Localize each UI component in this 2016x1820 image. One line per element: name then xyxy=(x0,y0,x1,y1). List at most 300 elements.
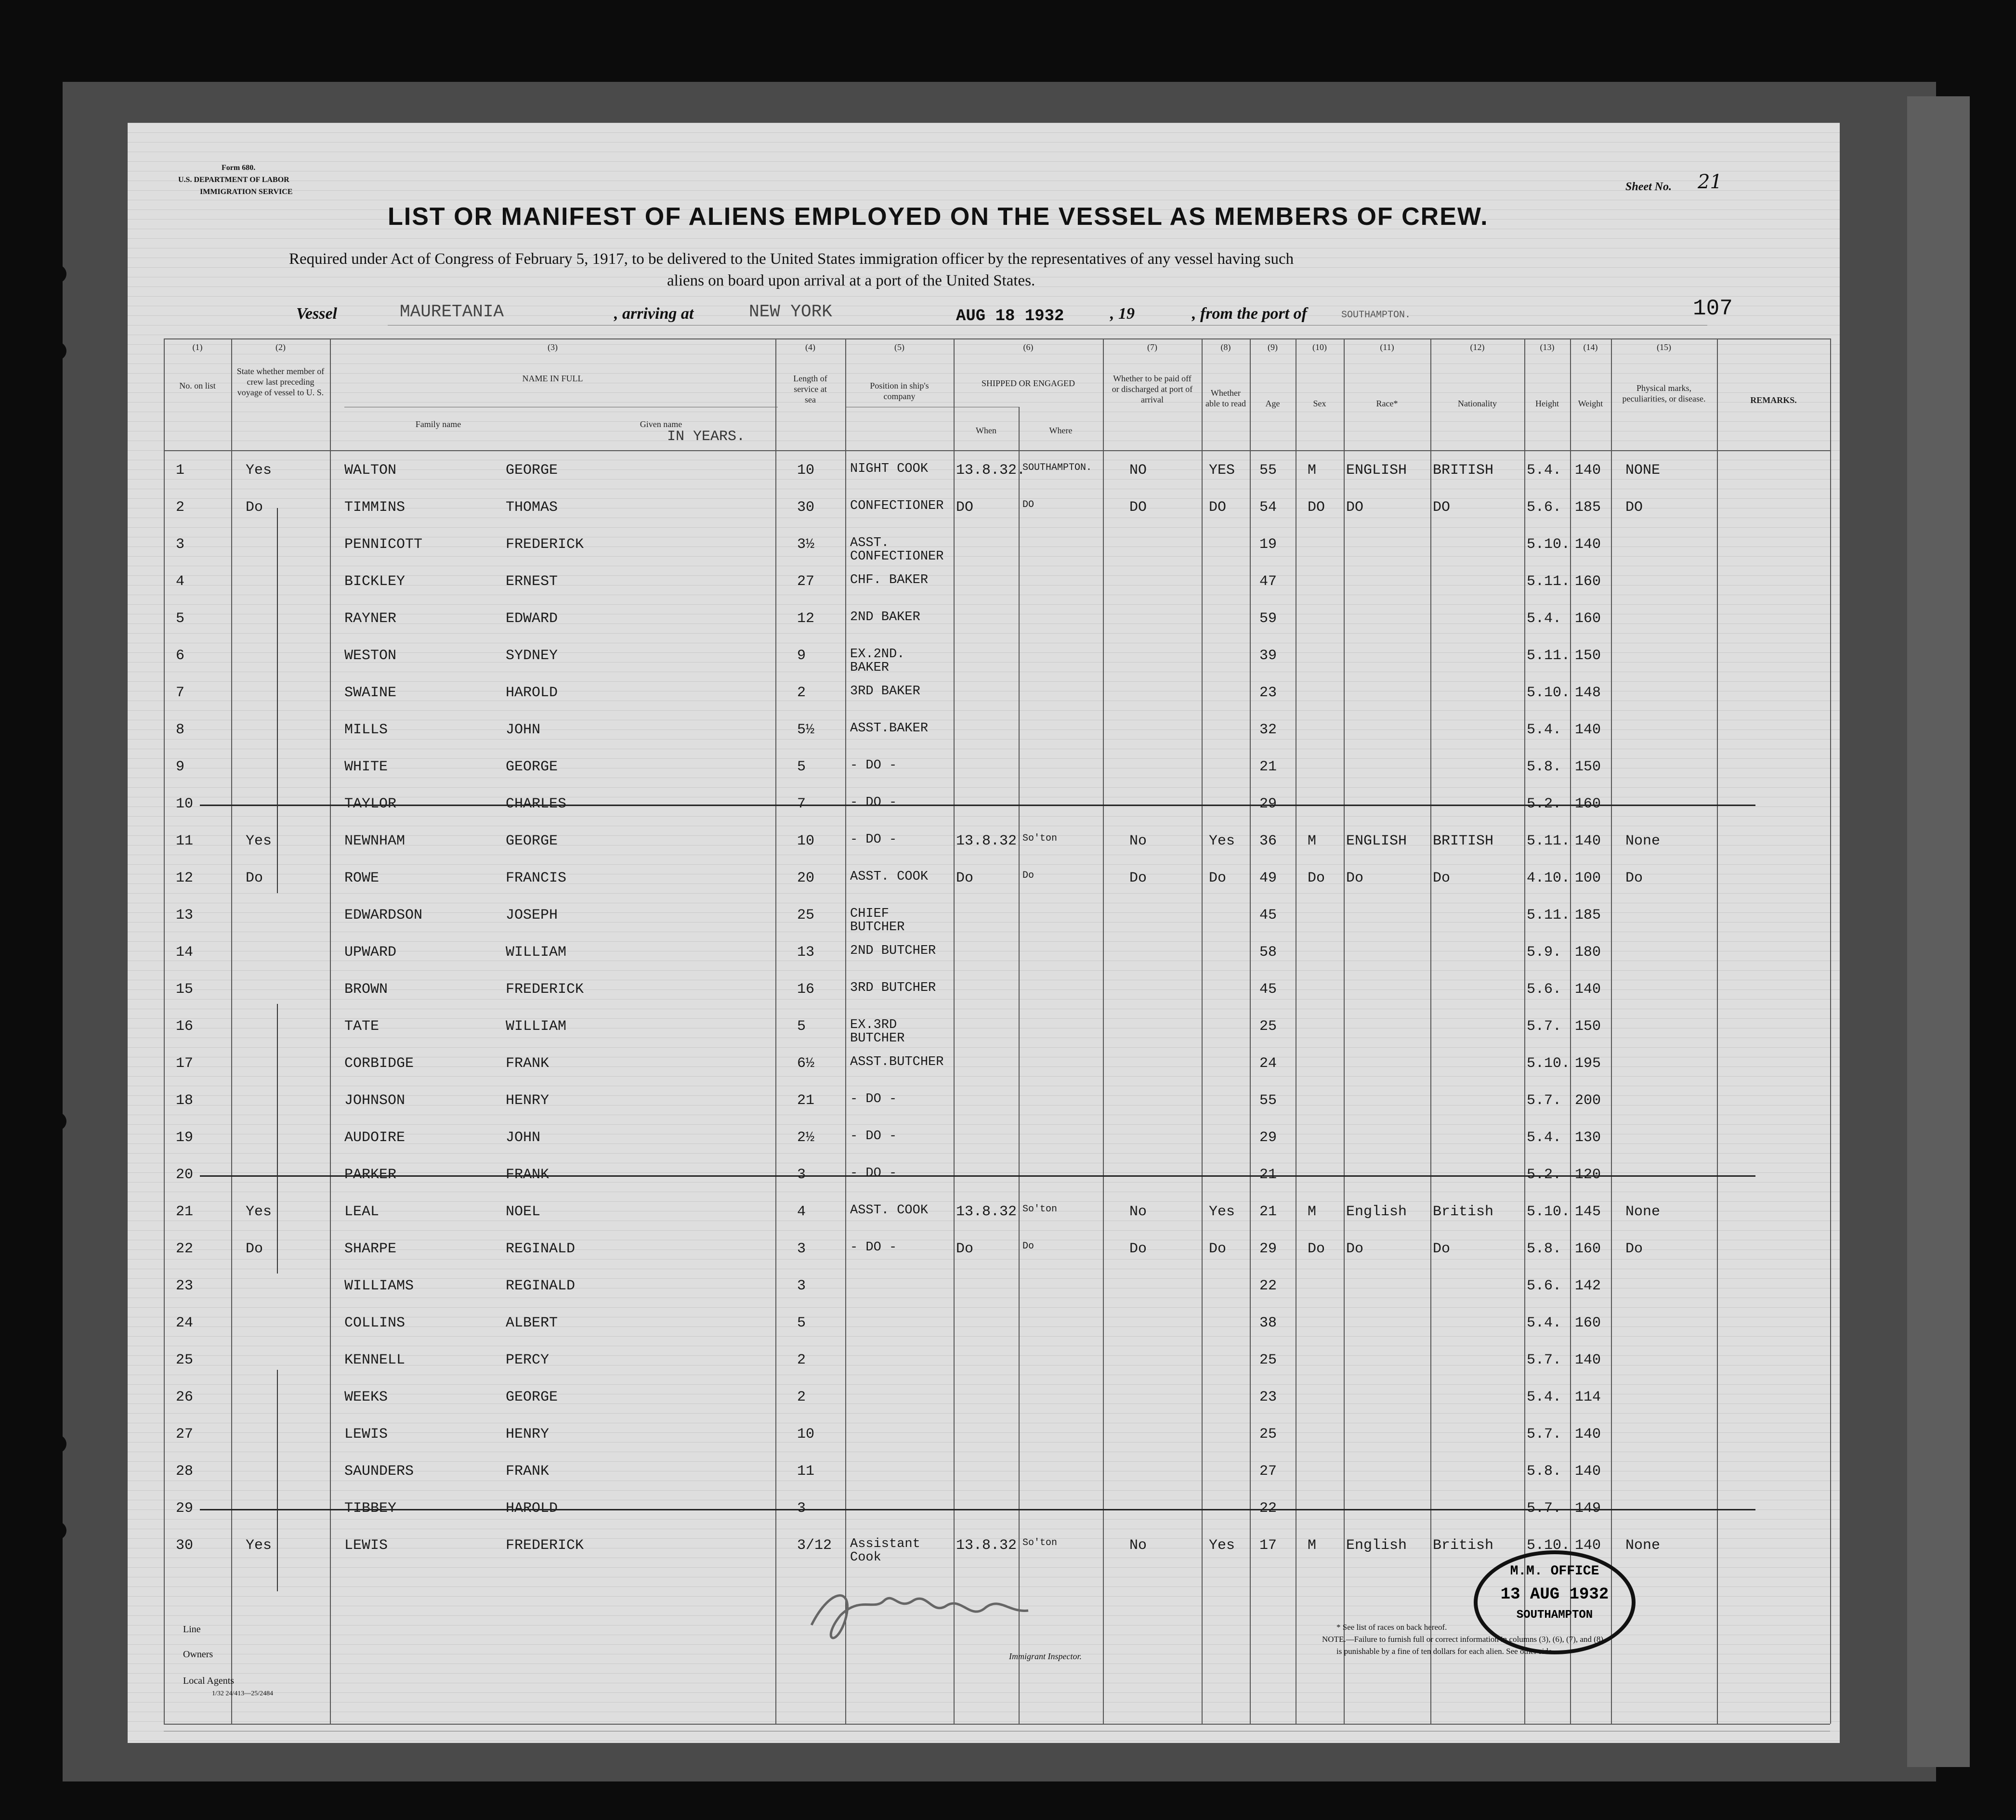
shipped-when: 13.8.32 xyxy=(956,1204,1017,1220)
given-name: THOMAS xyxy=(506,499,558,516)
weight: 200 xyxy=(1575,1092,1601,1109)
sheet-label: Sheet No. xyxy=(1625,181,1672,193)
weight: 114 xyxy=(1575,1389,1601,1405)
age: 22 xyxy=(1259,1500,1277,1517)
weight: 120 xyxy=(1575,1167,1601,1183)
col-13-number: (13) xyxy=(1540,342,1555,352)
position: ASST.BUTCHER xyxy=(850,1055,944,1069)
col-6-number: (6) xyxy=(1023,342,1034,352)
race: ENGLISH xyxy=(1346,462,1407,479)
age: 17 xyxy=(1259,1537,1277,1554)
row-number: 11 xyxy=(176,833,194,849)
family-name: TATE xyxy=(344,1018,380,1035)
weight: 142 xyxy=(1575,1278,1601,1294)
age: 59 xyxy=(1259,611,1277,627)
service-years: 4 xyxy=(797,1204,806,1220)
service-years: 2½ xyxy=(797,1130,815,1146)
race: ENGLISH xyxy=(1346,833,1407,849)
given-name: FRANCIS xyxy=(506,870,567,886)
family-name: LEAL xyxy=(344,1204,380,1220)
given-name: FREDERICK xyxy=(506,981,584,998)
shipped-where: SOUTHAMPTON. xyxy=(1022,462,1092,473)
given-name: FRANK xyxy=(506,1055,550,1072)
weight: 130 xyxy=(1575,1130,1601,1146)
row-number: 21 xyxy=(176,1204,194,1220)
row-number: 27 xyxy=(176,1426,194,1443)
paid-off: No xyxy=(1129,833,1147,849)
col-rule xyxy=(231,338,232,1724)
position: CHIEF BUTCHER xyxy=(850,907,905,935)
binder-hole xyxy=(48,1435,66,1453)
row-number: 16 xyxy=(176,1018,194,1035)
position: ASST. COOK xyxy=(850,870,929,884)
age: 55 xyxy=(1259,462,1277,479)
service-years: 5½ xyxy=(797,722,815,738)
sex: M xyxy=(1308,1537,1317,1554)
row-number: 24 xyxy=(176,1315,194,1331)
from-port-label: , from the port of xyxy=(1192,305,1307,323)
paid-off: Do xyxy=(1129,870,1147,886)
col-remarks: REMARKS. xyxy=(1750,395,1797,405)
family-name: TAYLOR xyxy=(344,796,397,812)
able-to-read: Do xyxy=(1209,1241,1227,1257)
age: 32 xyxy=(1259,722,1277,738)
shipped-where: DO xyxy=(1022,499,1034,510)
race: English xyxy=(1346,1537,1407,1554)
col-rule xyxy=(775,338,776,1724)
able-to-read: Yes xyxy=(1209,833,1235,849)
position: - DO - xyxy=(850,1240,897,1255)
col-15-number: (15) xyxy=(1657,342,1671,352)
family-name: SWAINE xyxy=(344,685,397,701)
given-name: CHARLES xyxy=(506,796,567,812)
col-rule xyxy=(1430,338,1431,1724)
shipped-when: 13.8.32. xyxy=(956,462,1026,479)
height: 5.8. xyxy=(1527,1241,1562,1257)
family-name: LEWIS xyxy=(344,1537,388,1554)
shipped-where: So'ton xyxy=(1022,1204,1058,1215)
col-rule xyxy=(1344,338,1345,1724)
col-shipped-engaged: SHIPPED OR ENGAGED xyxy=(981,378,1075,388)
height: 5.2. xyxy=(1527,1167,1562,1183)
family-name: MILLS xyxy=(344,722,388,738)
table-top-rule xyxy=(164,338,1830,339)
position: 3RD BUTCHER xyxy=(850,981,936,995)
shipped-when: Do xyxy=(956,1241,974,1257)
given-name: FRANK xyxy=(506,1463,550,1480)
col-sex: Sex xyxy=(1313,399,1326,408)
inspector-label: Immigrant Inspector. xyxy=(1009,1651,1082,1661)
shipped-where: Do xyxy=(1022,870,1034,881)
col-11-number: (11) xyxy=(1380,342,1394,352)
race: English xyxy=(1346,1204,1407,1220)
col-8-number: (8) xyxy=(1220,342,1231,352)
ditto-line xyxy=(277,1004,278,1274)
row-number: 19 xyxy=(176,1130,194,1146)
service-years: 3 xyxy=(797,1167,806,1183)
col-height: Height xyxy=(1535,399,1559,408)
binder-hole xyxy=(48,265,66,283)
row-number: 26 xyxy=(176,1389,194,1405)
row-number: 3 xyxy=(176,536,185,553)
service-years: 3 xyxy=(797,1241,806,1257)
height: 5.8. xyxy=(1527,1463,1562,1480)
row-number: 12 xyxy=(176,870,194,886)
service-years: 9 xyxy=(797,648,806,664)
family-name: ROWE xyxy=(344,870,380,886)
weight: 160 xyxy=(1575,611,1601,627)
age: 29 xyxy=(1259,1130,1277,1146)
family-name: KENNELL xyxy=(344,1352,406,1368)
given-name: HENRY xyxy=(506,1092,550,1109)
previous-voyage: Do xyxy=(246,499,263,516)
age: 23 xyxy=(1259,1389,1277,1405)
position: 2ND BUTCHER xyxy=(850,944,936,958)
position: - DO - xyxy=(850,795,897,810)
col-race: Race* xyxy=(1376,399,1398,408)
sex: M xyxy=(1308,1204,1317,1220)
col-4-number: (4) xyxy=(805,342,815,352)
paid-off: NO xyxy=(1129,462,1147,479)
department: U.S. DEPARTMENT OF LABOR xyxy=(178,176,289,184)
age: 54 xyxy=(1259,499,1277,516)
col-name-in-full: NAME IN FULL xyxy=(522,374,583,383)
physical-marks: Do xyxy=(1625,870,1643,886)
nationality: British xyxy=(1433,1537,1494,1554)
family-name: BICKLEY xyxy=(344,573,406,590)
age: 22 xyxy=(1259,1278,1277,1294)
family-name: LEWIS xyxy=(344,1426,388,1443)
row-number: 20 xyxy=(176,1167,194,1183)
age: 38 xyxy=(1259,1315,1277,1331)
height: 5.10. xyxy=(1527,1204,1571,1220)
service-years: 27 xyxy=(797,573,815,590)
weight: 150 xyxy=(1575,1018,1601,1035)
col-where: Where xyxy=(1049,426,1073,435)
able-to-read: YES xyxy=(1209,462,1235,479)
position: - DO - xyxy=(850,1166,897,1181)
physical-marks: None xyxy=(1625,1204,1661,1220)
strike-through-line xyxy=(200,1509,1755,1510)
binder-hole xyxy=(48,342,66,360)
form-number: Form 680. xyxy=(222,164,256,172)
stamp-office: M.M. OFFICE xyxy=(1510,1564,1599,1579)
weight: 140 xyxy=(1575,833,1601,849)
family-name: CORBIDGE xyxy=(344,1055,414,1072)
footnote-races: * See list of races on back hereof. xyxy=(1336,1623,1447,1632)
col-no-on-list: No. on list xyxy=(179,381,216,390)
in-years-label: IN YEARS. xyxy=(667,429,746,445)
col-1-number: (1) xyxy=(192,342,203,352)
family-name: RAYNER xyxy=(344,611,397,627)
footnote-penalty-cont: is punishable by a fine of ten dollars for each alien. See other side. xyxy=(1336,1647,1554,1656)
age: 21 xyxy=(1259,759,1277,775)
height: 5.11. xyxy=(1527,648,1571,664)
sheet-number: 21 xyxy=(1698,171,1722,193)
strike-through-line xyxy=(200,1175,1755,1177)
height: 5.7. xyxy=(1527,1352,1562,1368)
previous-voyage: Yes xyxy=(246,462,272,479)
weight: 180 xyxy=(1575,944,1601,961)
weight: 160 xyxy=(1575,796,1601,812)
given-name: REGINALD xyxy=(506,1278,576,1294)
row-number: 8 xyxy=(176,722,185,738)
col-weight: Weight xyxy=(1578,399,1603,408)
year-label: , 19 xyxy=(1110,305,1135,323)
service-years: 5 xyxy=(797,759,806,775)
family-name: PARKER xyxy=(344,1167,397,1183)
age: 25 xyxy=(1259,1426,1277,1443)
height: 5.4. xyxy=(1527,1130,1562,1146)
footnote-penalty: NOTE.—Failure to furnish full or correct information in columns (3), (6), (7), and (8) xyxy=(1322,1635,1603,1644)
previous-voyage: Do xyxy=(246,870,263,886)
given-name: FREDERICK xyxy=(506,1537,584,1554)
col-position: Position in ship's company xyxy=(870,381,929,401)
physical-marks: NONE xyxy=(1625,462,1661,479)
position: ASST.BAKER xyxy=(850,721,929,736)
service-years: 16 xyxy=(797,981,815,998)
height: 5.7. xyxy=(1527,1018,1562,1035)
service-years: 2 xyxy=(797,1389,806,1405)
col-10-number: (10) xyxy=(1312,342,1327,352)
row-number: 6 xyxy=(176,648,185,664)
age: 58 xyxy=(1259,944,1277,961)
previous-voyage: Yes xyxy=(246,1537,272,1554)
sex: Do xyxy=(1308,1241,1325,1257)
col-given-name: Given name xyxy=(640,419,682,429)
service-years: 30 xyxy=(797,499,815,516)
height: 5.2. xyxy=(1527,796,1562,812)
service-years: 3/12 xyxy=(797,1537,832,1554)
weight: 195 xyxy=(1575,1055,1601,1072)
position: - DO - xyxy=(850,1092,897,1106)
given-name: GEORGE xyxy=(506,1389,558,1405)
row-number: 18 xyxy=(176,1092,194,1109)
position: - DO - xyxy=(850,758,897,773)
age: 21 xyxy=(1259,1204,1277,1220)
row-number: 9 xyxy=(176,759,185,775)
previous-voyage: Yes xyxy=(246,1204,272,1220)
height: 5.11. xyxy=(1527,907,1571,923)
height: 5.4. xyxy=(1527,462,1562,479)
given-name: GEORGE xyxy=(506,833,558,849)
col-14-number: (14) xyxy=(1583,342,1598,352)
binder-hole xyxy=(48,1112,66,1131)
height: 5.10. xyxy=(1527,536,1571,553)
given-name: JOHN xyxy=(506,722,541,738)
height: 5.6. xyxy=(1527,981,1562,998)
weight: 150 xyxy=(1575,648,1601,664)
family-name: NEWNHAM xyxy=(344,833,406,849)
row-number: 17 xyxy=(176,1055,194,1072)
owners-label: Owners xyxy=(183,1649,213,1660)
stamp-port: SOUTHAMPTON xyxy=(1516,1609,1593,1622)
shipped-where: So'ton xyxy=(1022,1537,1058,1548)
age: 25 xyxy=(1259,1018,1277,1035)
inspector-signature xyxy=(802,1567,1052,1654)
line-label: Line xyxy=(183,1624,201,1635)
given-name: ALBERT xyxy=(506,1315,558,1331)
height: 5.11. xyxy=(1527,573,1571,590)
family-name: WILLIAMS xyxy=(344,1278,414,1294)
service-years: 2 xyxy=(797,1352,806,1368)
service-years: 5 xyxy=(797,1315,806,1331)
vessel-label: Vessel xyxy=(296,305,337,323)
position: Assistant Cook xyxy=(850,1537,920,1565)
col-rule xyxy=(1019,407,1020,1724)
col-5-number: (5) xyxy=(894,342,904,352)
given-name: WILLIAM xyxy=(506,1018,567,1035)
row-number: 2 xyxy=(176,499,185,516)
shipped-when: Do xyxy=(956,870,974,886)
family-name: SAUNDERS xyxy=(344,1463,414,1480)
col-length-of-service: Length of service at sea xyxy=(793,374,827,404)
height: 5.7. xyxy=(1527,1092,1562,1109)
height: 5.6. xyxy=(1527,499,1562,516)
row-number: 13 xyxy=(176,907,194,923)
age: 39 xyxy=(1259,648,1277,664)
height: 5.4. xyxy=(1527,611,1562,627)
family-name: UPWARD xyxy=(344,944,397,961)
row-number: 1 xyxy=(176,462,185,479)
col-7-number: (7) xyxy=(1147,342,1157,352)
given-name: SYDNEY xyxy=(506,648,558,664)
service-years: 3 xyxy=(797,1500,806,1517)
paid-off: Do xyxy=(1129,1241,1147,1257)
nationality: Do xyxy=(1433,1241,1451,1257)
col-rule xyxy=(1717,338,1718,1724)
col-rule xyxy=(164,338,165,1724)
given-name: ERNEST xyxy=(506,573,558,590)
previous-voyage: Do xyxy=(246,1241,263,1257)
shipped-when: DO xyxy=(956,499,974,516)
height: 5.11. xyxy=(1527,833,1571,849)
nationality: British xyxy=(1433,1204,1494,1220)
family-name: TIMMINS xyxy=(344,499,406,516)
paid-off: DO xyxy=(1129,499,1147,516)
height: 5.10. xyxy=(1527,1537,1571,1554)
col-rule xyxy=(1250,338,1251,1724)
service-years: 5 xyxy=(797,1018,806,1035)
service-years: 3½ xyxy=(797,536,815,553)
arrival-port: NEW YORK xyxy=(749,302,832,322)
age: 19 xyxy=(1259,536,1277,553)
row-number: 5 xyxy=(176,611,185,627)
subtitle-line-2: aliens on board upon arrival at a port of the United States. xyxy=(667,272,1035,289)
height: 4.10. xyxy=(1527,870,1571,886)
service-years: 20 xyxy=(797,870,815,886)
sex: Do xyxy=(1308,870,1325,886)
binder-hole xyxy=(48,1521,66,1540)
service-years: 2 xyxy=(797,685,806,701)
age: 29 xyxy=(1259,796,1277,812)
position: ASST. COOK xyxy=(850,1203,929,1218)
col-rule xyxy=(954,338,955,1724)
height: 5.8. xyxy=(1527,759,1562,775)
paid-off: No xyxy=(1129,1537,1147,1554)
previous-voyage: Yes xyxy=(246,833,272,849)
family-name: EDWARDSON xyxy=(344,907,423,923)
age: 36 xyxy=(1259,833,1277,849)
given-name: REGINALD xyxy=(506,1241,576,1257)
position: NIGHT COOK xyxy=(850,462,929,476)
service-years: 25 xyxy=(797,907,815,923)
col-family-name: Family name xyxy=(415,419,461,429)
age: 25 xyxy=(1259,1352,1277,1368)
family-name: TIBBEY xyxy=(344,1500,397,1517)
given-name: HAROLD xyxy=(506,685,558,701)
race: Do xyxy=(1346,1241,1364,1257)
height: 5.4. xyxy=(1527,722,1562,738)
departure-port: SOUTHAMPTON. xyxy=(1341,310,1411,321)
col-rule xyxy=(330,338,331,1724)
age: 27 xyxy=(1259,1463,1277,1480)
service-years: 10 xyxy=(797,1426,815,1443)
arriving-label: , arriving at xyxy=(614,305,694,323)
physical-marks: None xyxy=(1625,1537,1661,1554)
family-name: AUDOIRE xyxy=(344,1130,406,1146)
age: 21 xyxy=(1259,1167,1277,1183)
race: DO xyxy=(1346,499,1364,516)
given-name: PERCY xyxy=(506,1352,550,1368)
given-name: HAROLD xyxy=(506,1500,558,1517)
nationality: DO xyxy=(1433,499,1451,516)
given-name: HENRY xyxy=(506,1426,550,1443)
nationality: BRITISH xyxy=(1433,833,1494,849)
col-9-number: (9) xyxy=(1268,342,1278,352)
given-name: FREDERICK xyxy=(506,536,584,553)
height: 5.4. xyxy=(1527,1389,1562,1405)
nationality: BRITISH xyxy=(1433,462,1494,479)
page-number: 107 xyxy=(1693,296,1733,321)
weight: 140 xyxy=(1575,981,1601,998)
row-number: 29 xyxy=(176,1500,194,1517)
col-when: When xyxy=(976,426,996,435)
service-years: 3 xyxy=(797,1278,806,1294)
page-title: LIST OR MANIFEST OF ALIENS EMPLOYED ON THE VESSEL AS MEMBERS OF CREW. xyxy=(388,203,1489,231)
sex: M xyxy=(1308,462,1317,479)
service-years: 6½ xyxy=(797,1055,815,1072)
stamp-date: 13 AUG 1932 xyxy=(1500,1586,1609,1604)
shipped-when: 13.8.32 xyxy=(956,833,1017,849)
nationality: Do xyxy=(1433,870,1451,886)
col-2-number: (2) xyxy=(275,342,286,352)
age: 29 xyxy=(1259,1241,1277,1257)
service-years: 13 xyxy=(797,944,815,961)
row-number: 15 xyxy=(176,981,194,998)
weight: 148 xyxy=(1575,685,1601,701)
position: CONFECTIONER xyxy=(850,499,944,513)
height: 5.10. xyxy=(1527,1055,1571,1072)
shipped-where: Do xyxy=(1022,1241,1034,1252)
col-rule xyxy=(1830,338,1831,1724)
row-number: 28 xyxy=(176,1463,194,1480)
col-age: Age xyxy=(1265,399,1280,408)
able-to-read: Yes xyxy=(1209,1204,1235,1220)
service-years: 12 xyxy=(797,611,815,627)
row-number: 4 xyxy=(176,573,185,590)
family-name: SHARPE xyxy=(344,1241,397,1257)
shipped-where: So'ton xyxy=(1022,833,1058,844)
local-agents-label: Local Agents xyxy=(183,1676,235,1686)
vessel-name: MAURETANIA xyxy=(400,302,504,322)
service-years: 11 xyxy=(797,1463,815,1480)
position: 2ND BAKER xyxy=(850,610,920,624)
family-name: WHITE xyxy=(344,759,388,775)
col-rule xyxy=(1202,338,1203,1724)
given-name: FRANK xyxy=(506,1167,550,1183)
height: 5.7. xyxy=(1527,1500,1562,1517)
